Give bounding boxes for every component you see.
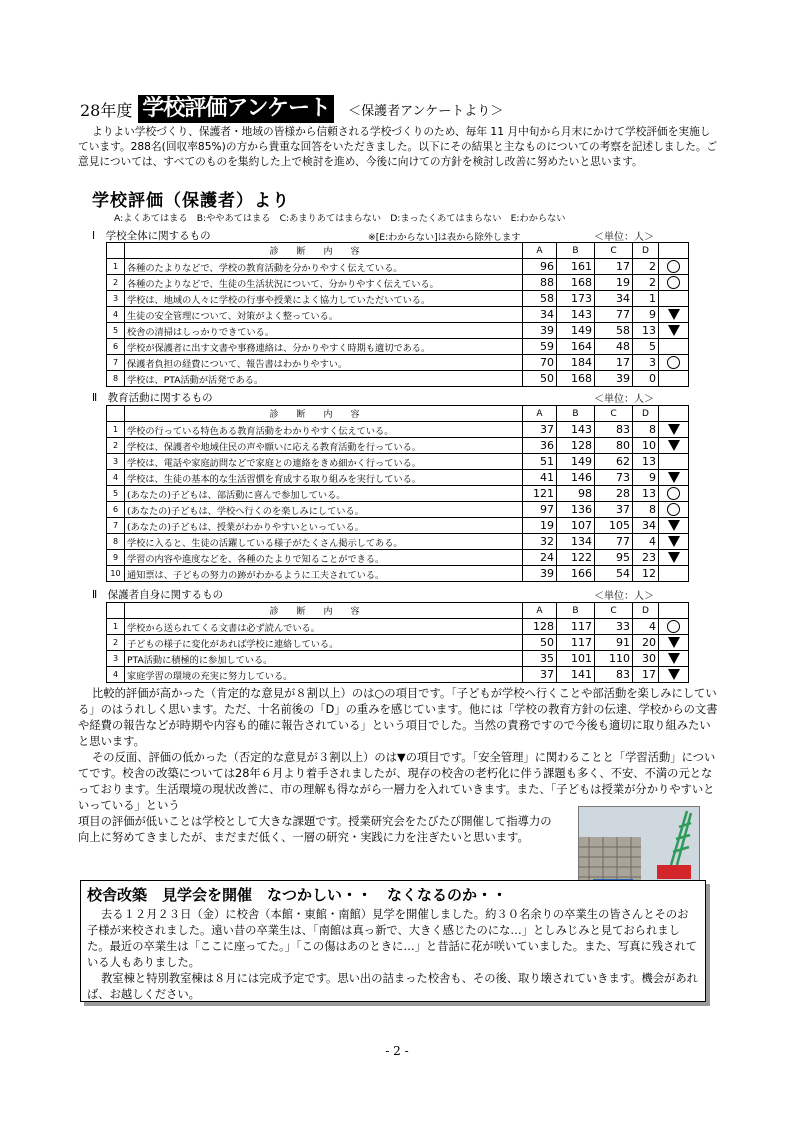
count-d: 34	[633, 518, 659, 534]
count-a: 36	[523, 438, 557, 454]
question-text: (あなたの)子どもは、授業がわかりやすいといっている。	[125, 518, 523, 534]
count-c: 77	[595, 307, 633, 323]
table-header-row	[107, 406, 689, 422]
exclusion-note: ※[E:わからない]は表から除外します	[368, 232, 521, 243]
count-c: 17	[595, 355, 633, 371]
count-b: 146	[557, 470, 595, 486]
header-mark	[659, 243, 689, 259]
count-a: 59	[523, 339, 557, 355]
title-row	[80, 94, 503, 124]
count-d: 9	[633, 307, 659, 323]
count-a: 51	[523, 454, 557, 470]
header-blank	[107, 603, 125, 619]
evaluation-mark	[659, 518, 689, 534]
count-d: 30	[633, 651, 659, 667]
table-row	[107, 635, 689, 651]
count-b: 98	[557, 486, 595, 502]
low-rating-triangle-icon	[668, 637, 680, 648]
question-text: 学校に入ると、生徒の活躍している様子がたくさん掲示してある。	[125, 534, 523, 550]
count-b: 136	[557, 502, 595, 518]
table-row	[107, 518, 689, 534]
count-d: 10	[633, 438, 659, 454]
part-1-unit: ＜単位：人＞	[594, 232, 654, 243]
news-title: 校舎改築 見学会を開催 なつかしい・・ なくなるのか・・	[87, 886, 508, 904]
count-b: 149	[557, 454, 595, 470]
question-text: 保護者負担の経費について、報告書はわかりやすい。	[125, 355, 523, 371]
row-number: 6	[107, 502, 125, 518]
count-c: 28	[595, 486, 633, 502]
question-text: PTA活動に積極的に参加している。	[125, 651, 523, 667]
header-mark	[659, 406, 689, 422]
count-d: 17	[633, 667, 659, 683]
count-b: 184	[557, 355, 595, 371]
count-c: 33	[595, 619, 633, 635]
count-b: 117	[557, 635, 595, 651]
count-c: 83	[595, 667, 633, 683]
count-c: 105	[595, 518, 633, 534]
open-house-news-box	[80, 880, 706, 1002]
row-number: 2	[107, 438, 125, 454]
row-number: 1	[107, 259, 125, 275]
section-heading: 学校評価（保護者）より	[92, 191, 290, 211]
count-c: 48	[595, 339, 633, 355]
count-b: 134	[557, 534, 595, 550]
count-c: 62	[595, 454, 633, 470]
count-c: 39	[595, 371, 633, 387]
header-d: D	[633, 243, 659, 259]
part-2-title: Ⅱ 教育活動に関するもの	[92, 392, 213, 404]
table-row	[107, 470, 689, 486]
evaluation-mark	[659, 438, 689, 454]
table-row	[107, 534, 689, 550]
page-title: 学校評価アンケート	[138, 95, 334, 123]
evaluation-mark	[659, 422, 689, 438]
table-row	[107, 566, 689, 582]
row-number: 3	[107, 454, 125, 470]
row-number: 8	[107, 534, 125, 550]
count-c: 91	[595, 635, 633, 651]
question-text: 子どもの様子に変化があれば学校に連絡している。	[125, 635, 523, 651]
table-row	[107, 619, 689, 635]
table-row	[107, 486, 689, 502]
row-number: 5	[107, 323, 125, 339]
low-rating-triangle-icon	[668, 440, 680, 451]
count-c: 19	[595, 275, 633, 291]
table-row	[107, 502, 689, 518]
news-paragraph: 去る１２月２３日（金）に校舎（本館・東館・南館）見学を開催しました。約３０名余りの卒業生の皆さんとそのお子様が来校されました。遠い昔の卒業生は、「南館は真っ新で、大きく感じたのにな…」としみじみと見ておられました。最近の卒業生は「ここに座ってた。」「この傷はあのときに…」と昔話に花が咲いていました。また、写真に残されている人もありました。	[87, 908, 698, 969]
header-c: C	[595, 243, 633, 259]
count-d: 8	[633, 422, 659, 438]
row-number: 4	[107, 307, 125, 323]
high-rating-circle-icon	[667, 276, 680, 289]
table-row	[107, 667, 689, 683]
table-row	[107, 651, 689, 667]
count-d: 23	[633, 550, 659, 566]
row-number: 9	[107, 550, 125, 566]
low-rating-triangle-icon	[668, 653, 680, 664]
part-3-title: Ⅱ 保護者自身に関するもの	[92, 589, 224, 601]
count-d: 13	[633, 454, 659, 470]
row-number: 6	[107, 339, 125, 355]
survey-table-part-2	[106, 405, 689, 582]
comment-paragraph: その反面、評価の低かった（否定的な意見が３割以上）のは▼の項目です。「安全管理」に関わることと「学習活動」についてです。校舎の改築については28年６月より着手されましたが、現存の校舎の老朽化に伴う課題も多く、不安、不満の元となっております。生活環境の現状改善に、市の理解も得ながら一層力を入れていきます。また、「子どもは授業が分かりやすいといっている」という	[78, 751, 716, 812]
header-blank	[107, 243, 125, 259]
count-a: 88	[523, 275, 557, 291]
question-text: 生徒の安全管理について、対策がよく整っている。	[125, 307, 523, 323]
low-rating-triangle-icon	[668, 424, 680, 435]
table-row	[107, 323, 689, 339]
evaluation-mark	[659, 619, 689, 635]
row-number: 10	[107, 566, 125, 582]
count-a: 41	[523, 470, 557, 486]
count-b: 117	[557, 619, 595, 635]
evaluation-mark	[659, 371, 689, 387]
row-number: 7	[107, 355, 125, 371]
question-text: 学校は、生徒の基本的な生活習慣を育成する取り組みを実行している。	[125, 470, 523, 486]
count-a: 34	[523, 307, 557, 323]
comment-paragraph: 項目の評価が低いことは学校として大きな課題です。授業研究会をたびたび開催して指導力の向上に努めてきましたが、まだまだ低く、一層の研究・実践に力を注ぎたいと思います。	[78, 815, 552, 844]
header-b: B	[557, 243, 595, 259]
header-c: C	[595, 603, 633, 619]
count-a: 32	[523, 534, 557, 550]
table-row	[107, 438, 689, 454]
count-b: 143	[557, 422, 595, 438]
high-rating-circle-icon	[667, 620, 680, 633]
count-b: 149	[557, 323, 595, 339]
count-d: 8	[633, 502, 659, 518]
question-text: 通知票は、子どもの努力の跡がわかるように工夫されている。	[125, 566, 523, 582]
header-diagnosis: 診断内容	[125, 243, 523, 259]
header-blank	[107, 406, 125, 422]
evaluation-mark	[659, 651, 689, 667]
count-d: 4	[633, 619, 659, 635]
evaluation-mark	[659, 259, 689, 275]
count-a: 39	[523, 323, 557, 339]
row-number: 3	[107, 651, 125, 667]
header-a: A	[523, 243, 557, 259]
part-3-unit: ＜単位：人＞	[594, 591, 654, 602]
table-row	[107, 454, 689, 470]
count-d: 13	[633, 486, 659, 502]
row-number: 3	[107, 291, 125, 307]
table-row	[107, 275, 689, 291]
evaluation-mark	[659, 291, 689, 307]
row-number: 2	[107, 635, 125, 651]
question-text: 学校から送られてくる文書は必ず読んでいる。	[125, 619, 523, 635]
survey-table-part-1	[106, 242, 689, 387]
low-rating-triangle-icon	[668, 325, 680, 336]
table-row	[107, 291, 689, 307]
high-rating-circle-icon	[667, 356, 680, 369]
header-b: B	[557, 603, 595, 619]
question-text: 学校は、電話や家庭訪問などで家庭との連絡をきめ細かく行っている。	[125, 454, 523, 470]
count-c: 110	[595, 651, 633, 667]
evaluation-mark	[659, 339, 689, 355]
count-b: 161	[557, 259, 595, 275]
part-2-unit: ＜単位：人＞	[594, 394, 654, 405]
evaluation-mark	[659, 550, 689, 566]
table-row	[107, 355, 689, 371]
count-b: 107	[557, 518, 595, 534]
page-subtitle: ＜保護者アンケートより＞	[348, 103, 504, 119]
count-c: 34	[595, 291, 633, 307]
count-d: 4	[633, 534, 659, 550]
report-year: 28年度	[80, 100, 133, 120]
count-c: 83	[595, 422, 633, 438]
count-d: 1	[633, 291, 659, 307]
intro-paragraph	[78, 124, 718, 169]
count-c: 17	[595, 259, 633, 275]
header-c: C	[595, 406, 633, 422]
answer-legend: A:よくあてはまる B:ややあてはまる C:あまりあてはまらない D:まったくあてはまらない E:わからない	[114, 213, 566, 224]
header-b: B	[557, 406, 595, 422]
table-row	[107, 259, 689, 275]
row-number: 1	[107, 422, 125, 438]
row-number: 8	[107, 371, 125, 387]
evaluation-mark	[659, 470, 689, 486]
count-c: 80	[595, 438, 633, 454]
header-mark	[659, 603, 689, 619]
header-diagnosis: 診断内容	[125, 406, 523, 422]
count-a: 39	[523, 566, 557, 582]
count-a: 37	[523, 422, 557, 438]
row-number: 1	[107, 619, 125, 635]
count-b: 173	[557, 291, 595, 307]
count-c: 54	[595, 566, 633, 582]
count-a: 37	[523, 667, 557, 683]
table-row	[107, 339, 689, 355]
count-a: 35	[523, 651, 557, 667]
count-c: 95	[595, 550, 633, 566]
header-a: A	[523, 406, 557, 422]
question-text: 各種のたよりなどで、生徒の生活状況について、分かりやすく伝えている。	[125, 275, 523, 291]
evaluation-mark	[659, 323, 689, 339]
question-text: 学校は、地域の人々に学校の行事や授業によく協力していただいている。	[125, 291, 523, 307]
low-rating-triangle-icon	[668, 552, 680, 563]
count-d: 20	[633, 635, 659, 651]
count-c: 77	[595, 534, 633, 550]
page-number: - 2 -	[385, 1044, 409, 1058]
count-a: 121	[523, 486, 557, 502]
table-header-row	[107, 603, 689, 619]
evaluation-mark	[659, 566, 689, 582]
table-row	[107, 422, 689, 438]
question-text: 各種のたよりなどで、学校の教育活動を分かりやすく伝えている。	[125, 259, 523, 275]
count-a: 50	[523, 371, 557, 387]
question-text: 学校の行っている特色ある教育活動をわかりやすく伝えている。	[125, 422, 523, 438]
count-a: 24	[523, 550, 557, 566]
header-a: A	[523, 603, 557, 619]
header-diagnosis: 診断内容	[125, 603, 523, 619]
evaluation-mark	[659, 635, 689, 651]
intro-text: よりよい学校づくり、保護者・地域の皆様から信頼される学校づくりのため、毎年 11 月中旬から月末にかけて学校評価を実施しています。288名(回収率85%)の方から貴重な回答をいただきました。以下にその結果と主なものについての考察を記述しました。ご意見については、すべてのものを集約した上で検討を進め、今後に向けての方針を検討し改善に努めたいと思います。	[78, 125, 718, 168]
evaluation-mark	[659, 355, 689, 371]
count-b: 164	[557, 339, 595, 355]
row-number: 2	[107, 275, 125, 291]
count-b: 166	[557, 566, 595, 582]
count-a: 50	[523, 635, 557, 651]
low-rating-triangle-icon	[668, 472, 680, 483]
count-a: 19	[523, 518, 557, 534]
row-number: 5	[107, 486, 125, 502]
count-d: 13	[633, 323, 659, 339]
count-a: 58	[523, 291, 557, 307]
count-b: 168	[557, 371, 595, 387]
row-number: 4	[107, 667, 125, 683]
table-row	[107, 550, 689, 566]
survey-table-part-3	[106, 602, 689, 683]
count-d: 0	[633, 371, 659, 387]
evaluation-mark	[659, 275, 689, 291]
news-body	[87, 907, 699, 1003]
count-a: 70	[523, 355, 557, 371]
count-d: 2	[633, 259, 659, 275]
high-rating-circle-icon	[667, 260, 680, 273]
question-text: 学校が保護者に出す文書や事務連絡は、分かりやすく時期も適切である。	[125, 339, 523, 355]
table-header-row	[107, 243, 689, 259]
header-d: D	[633, 406, 659, 422]
count-c: 73	[595, 470, 633, 486]
high-rating-circle-icon	[667, 487, 680, 500]
count-b: 141	[557, 667, 595, 683]
comment-paragraph: 比較的評価が高かった（肯定的な意見が８割以上）のは○の項目です。「子どもが学校へ行くことや部活動を楽しみにしている」のはうれしく思います。ただ、十名前後の「D」の重みを感じています。他には「学校の教育方針の伝達、学校からの文書や経費の報告などが時期や内容も的確に報告されている」という項目でした。当然の責務ですので今後も適切に取り組みたいと思います。	[78, 687, 718, 748]
row-number: 4	[107, 470, 125, 486]
evaluation-mark	[659, 486, 689, 502]
high-rating-circle-icon	[667, 503, 680, 516]
low-rating-triangle-icon	[668, 520, 680, 531]
header-d: D	[633, 603, 659, 619]
count-c: 37	[595, 502, 633, 518]
count-d: 9	[633, 470, 659, 486]
low-rating-triangle-icon	[668, 309, 680, 320]
evaluation-mark	[659, 502, 689, 518]
table-row	[107, 307, 689, 323]
question-text: 学校は、PTA活動が活発である。	[125, 371, 523, 387]
table-row	[107, 371, 689, 387]
count-d: 12	[633, 566, 659, 582]
news-paragraph: 教室棟と特別教室棟は８月には完成予定です。思い出の詰まった校舎も、その後、取り壊されていきます。機会があれば、お越しください。	[87, 972, 698, 1001]
count-c: 58	[595, 323, 633, 339]
evaluation-mark	[659, 307, 689, 323]
count-b: 143	[557, 307, 595, 323]
count-b: 128	[557, 438, 595, 454]
count-a: 128	[523, 619, 557, 635]
low-rating-triangle-icon	[668, 536, 680, 547]
count-b: 101	[557, 651, 595, 667]
question-text: 学習の内容や進度などを、各種のたよりで知ることができる。	[125, 550, 523, 566]
count-a: 96	[523, 259, 557, 275]
evaluation-mark	[659, 454, 689, 470]
part-1-title: Ⅰ 学校全体に関するもの	[92, 230, 211, 242]
question-text: (あなたの)子どもは、学校へ行くのを楽しみにしている。	[125, 502, 523, 518]
count-d: 2	[633, 275, 659, 291]
count-d: 3	[633, 355, 659, 371]
count-b: 122	[557, 550, 595, 566]
question-text: (あなたの)子どもは、部活動に喜んで参加している。	[125, 486, 523, 502]
low-rating-triangle-icon	[668, 669, 680, 680]
row-number: 7	[107, 518, 125, 534]
question-text: 校舎の清掃はしっかりできている。	[125, 323, 523, 339]
question-text: 家庭学習の環境の充実に努力している。	[125, 667, 523, 683]
evaluation-mark	[659, 667, 689, 683]
count-b: 168	[557, 275, 595, 291]
count-d: 5	[633, 339, 659, 355]
count-a: 97	[523, 502, 557, 518]
question-text: 学校は、保護者や地域住民の声や願いに応える教育活動を行っている。	[125, 438, 523, 454]
evaluation-mark	[659, 534, 689, 550]
